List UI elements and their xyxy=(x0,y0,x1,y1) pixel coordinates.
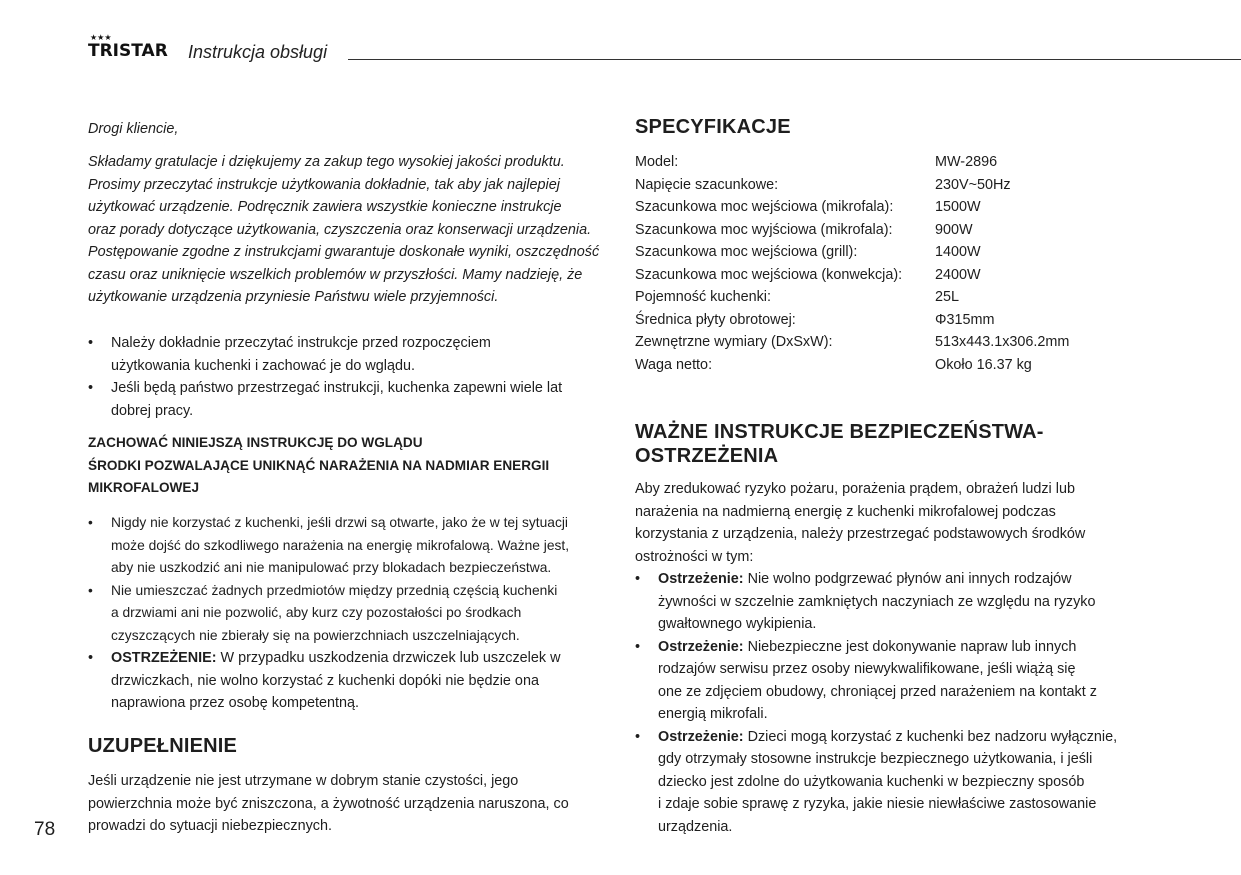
intro-line: Składamy gratulacje i dziękujemy za zakup tego wysokiej jakości produktu. xyxy=(88,154,565,170)
section-heading-uzupelnienie: UZUPEŁNIENIE xyxy=(88,735,238,757)
table-row: Szacunkowa moc wejściowa (konwekcja): 2400W xyxy=(635,266,981,283)
safety-intro: Aby zredukować ryzyko pożaru, porażenia prądem, obrażeń ludzi lub narażenia na nadmierną energię z kuchenki mikrofalowej podczas korzystania z urządzenia, należy przestrzegać podstawowych środków ostrożności w tym: xyxy=(635,481,1086,565)
table-row: Szacunkowa moc wejściowa (grill): 1400W xyxy=(635,244,981,260)
list-item: • Ostrzeżenie: Dzieci mogą korzystać z kuchenki bez nadzoru wyłącznie, gdy otrzymały stosowne instrukcje bezpiecznego użytkowania, i jeśli dziecko jest zdolne do użytkowania kuchenki w bezpieczny sposób i zdaje sobie sprawę z ryzyka, jakie niesie niewłaściwe zastosowanie urządzenia. xyxy=(635,726,1165,839)
list-item: • Należy dokładnie przeczytać instrukcje przed rozpoczęciem użytkowania kuchenki i zachować je do wglądu. xyxy=(88,332,608,377)
list-item: • Nigdy nie korzystać z kuchenki, jeśli drzwi są otwarte, jako że w tej sytuacji może dojść do szkodliwego narażenia na energię mikrofalową. Ważne jest, aby nie uszkodzić ani nie manipulować przy blokadach bezpieczeństwa. xyxy=(88,512,618,580)
list-item: • Ostrzeżenie: Niebezpieczne jest dokonywanie napraw lub innych rodzajów serwisu przez osoby niewykwalifikowane, jeśli wiążą się one ze zdjęciem obudowy, chroniącej przed narażeniem na kontakt z energią mikrofali. xyxy=(635,636,1165,726)
intro-line: Prosimy przeczytać instrukcje użytkowania dokładnie, tak aby jak najlepiej xyxy=(88,176,560,193)
page-header xyxy=(88,33,1241,64)
intro-paragraph xyxy=(88,151,628,309)
table-row: Pojemność kuchenki: 25L xyxy=(635,289,960,305)
intro-line: Postępowanie zgodne z instrukcjami gwarantuje doskonałe wyniki, oszczędność xyxy=(88,244,600,260)
spec-table xyxy=(635,151,1160,376)
warning-label: Ostrzeżenie: xyxy=(658,638,744,655)
warning-label: Ostrzeżenie: xyxy=(658,571,744,587)
list-item: • Jeśli będą państwo przestrzegać instrukcji, kuchenka zapewni wiele lat dobrej pracy. xyxy=(88,377,608,422)
tristar-logo xyxy=(88,33,180,62)
header-rule xyxy=(348,59,1241,60)
table-row: Model: MW-2896 xyxy=(635,154,998,170)
greeting: Drogi kliencie, xyxy=(88,121,179,137)
intro-line: czasu oraz uniknięcie wszelkich problemów w przyszłości. Mamy nadzieję, że xyxy=(88,266,583,283)
table-row: Napięcie szacunkowe: 230V~50Hz xyxy=(635,176,1011,193)
uzupelnienie-paragraph: Jeśli urządzenie nie jest utrzymane w dobrym stanie czystości, jego powierzchnia może być zniszczona, a żywotność urządzenia naruszona, co prowadzi do sytuacji niebezpiecznych. xyxy=(88,773,569,834)
section-heading-specyfikacje: SPECYFIKACJE xyxy=(635,116,791,138)
exposure-bullets xyxy=(88,512,618,715)
table-row: Średnica płyty obrotowej: Φ315mm xyxy=(635,311,995,328)
page-number: 78 xyxy=(34,819,56,840)
header-title: Instrukcja obsługi xyxy=(188,42,328,62)
warning-label: OSTRZEŻENIE: xyxy=(111,650,217,666)
warning-label: Ostrzeżenie: xyxy=(658,728,744,745)
reading-bullets xyxy=(88,332,608,422)
intro-line: użytkowanie urządzenia przyniesie Państwu wiele przyjemności. xyxy=(88,289,499,305)
caps-notice: ZACHOWAĆ NINIEJSZĄ INSTRUKCJĘ DO WGLĄDU ŚRODKI POZWALAJĄCE UNIKNĄĆ NARAŻENIA NA NADMIAR ENERGII MIKROFALOWEJ xyxy=(88,435,550,495)
table-row: Zewnętrzne wymiary (DxSxW): 513x443.1x306.2mm xyxy=(635,334,1070,350)
table-row: Waga netto: Około 16.37 kg xyxy=(635,356,1032,373)
intro-line: użytkować urządzenie. Podręcznik zawiera wszystkie konieczne instrukcje xyxy=(88,199,562,215)
intro-line: oraz porady dotyczące użytkowania, czyszczenia oraz konserwacji urządzenia. xyxy=(88,221,592,238)
logo-wordmark: TRISTAR xyxy=(88,41,168,61)
list-item: • Nie umieszczać żadnych przedmiotów między przednią częścią kuchenki a drzwiami ani nie pozwolić, aby kurz czy pozostałości po środkach czyszczących nie zbierały się na powierzchniach uszczelniających. xyxy=(88,580,618,648)
table-row: Szacunkowa moc wejściowa (mikrofala): 1500W xyxy=(635,199,981,215)
section-heading-safety: WAŻNE INSTRUKCJE BEZPIECZEŃSTWA- OSTRZEŻENIA xyxy=(635,421,1044,467)
safety-warnings xyxy=(635,568,1165,838)
list-item: • Ostrzeżenie: Nie wolno podgrzewać płynów ani innych rodzajów żywności w szczelnie zamkniętych naczyniach ze względu na ryzyko gwałtownego wykipienia. xyxy=(635,568,1165,636)
list-item: • OSTRZEŻENIE: W przypadku uszkodzenia drzwiczek lub uszczelek w drzwiczkach, nie wolno korzystać z kuchenki dopóki nie będzie ona naprawiona przez osobę kompetentną. xyxy=(88,647,618,715)
table-row: Szacunkowa moc wyjściowa (mikrofala): 900W xyxy=(635,221,973,238)
logo-stars: ★★★ xyxy=(90,33,112,42)
